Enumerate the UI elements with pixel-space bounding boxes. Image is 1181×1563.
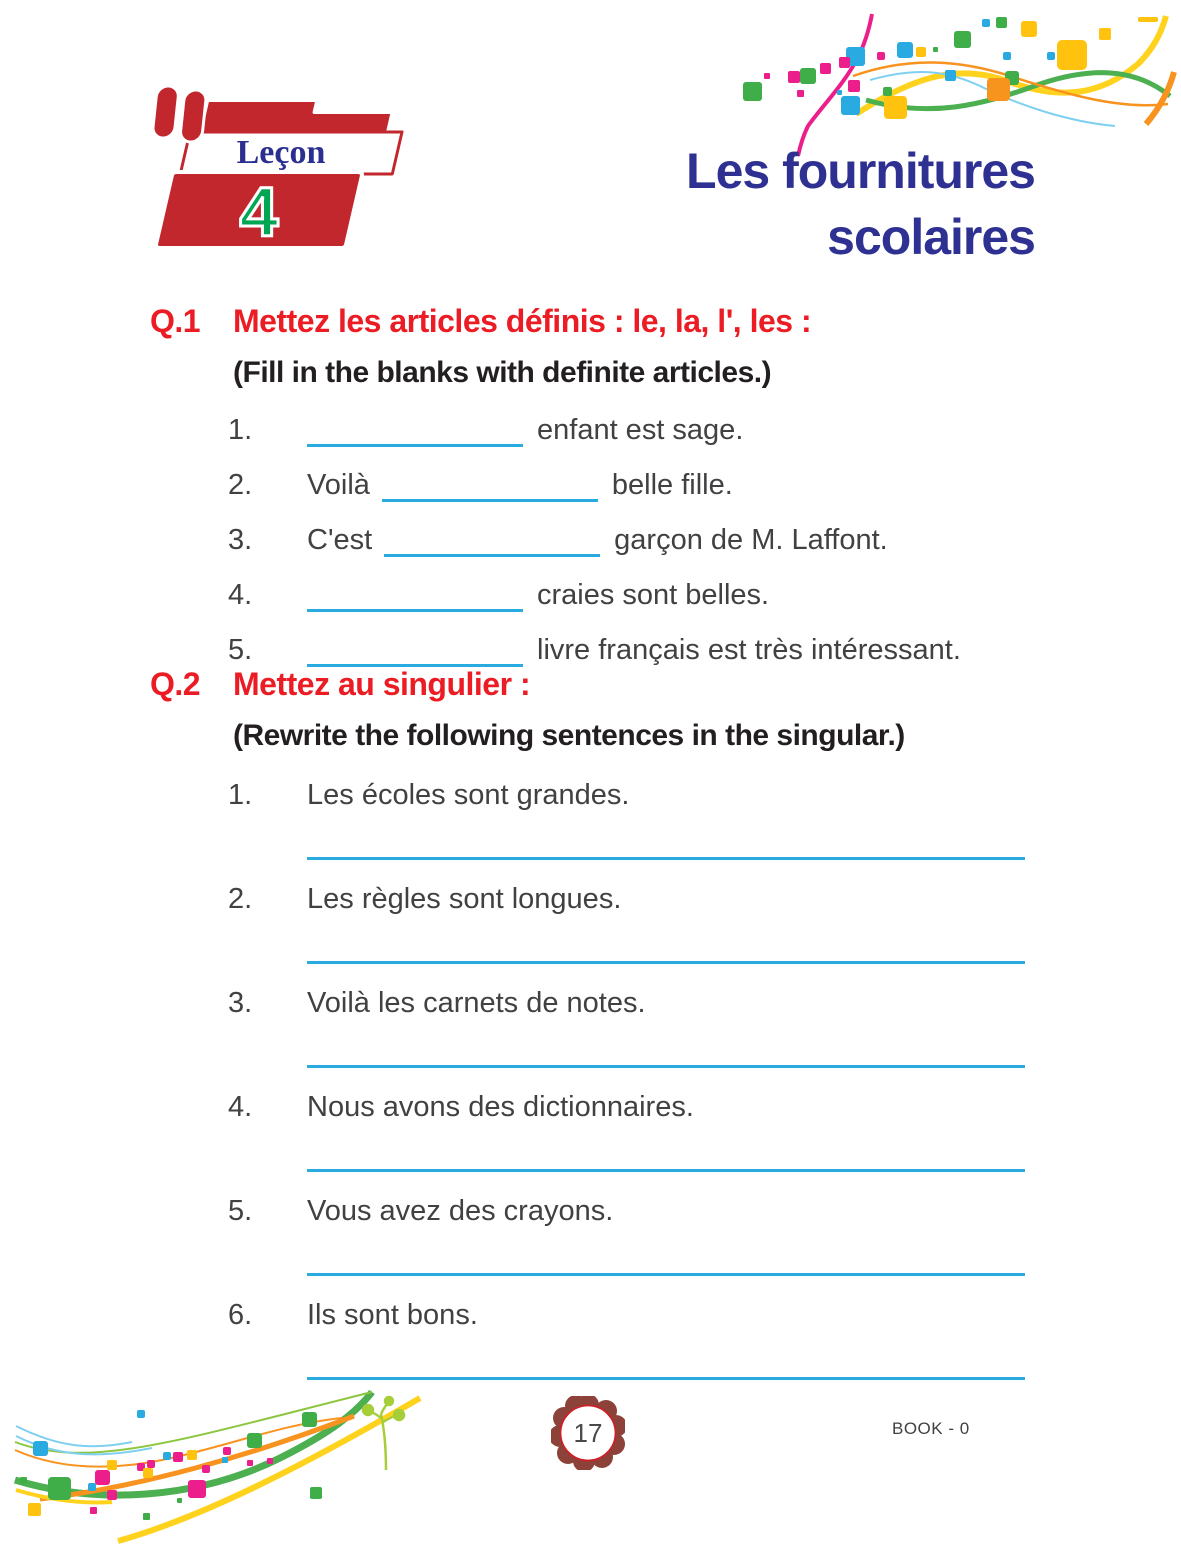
answer-line — [307, 1273, 1025, 1276]
item-text: Les écoles sont grandes. — [307, 779, 630, 811]
item-number: 1. — [228, 779, 253, 811]
item-text: Ils sont bons. — [307, 1299, 478, 1331]
answer-blank — [384, 524, 600, 557]
item-number: 1. — [228, 414, 253, 446]
q2-item-6 — [228, 1295, 1028, 1391]
book-label: BOOK - 0 — [892, 1419, 970, 1438]
q1-subheading: (Fill in the blanks with definite articles.) — [233, 356, 772, 389]
q2-subheading: (Rewrite the following sentences in the singular.) — [233, 719, 905, 752]
q1-heading: Mettez les articles définis : le, la, l', les : — [233, 303, 812, 339]
item-text: Vous avez des crayons. — [307, 1195, 614, 1227]
answer-line — [307, 961, 1025, 964]
lesson-badge — [128, 80, 428, 260]
page-title-line2: scolaires — [827, 209, 1035, 265]
answer-blank — [382, 469, 598, 502]
answer-line — [307, 857, 1025, 860]
item-text: C'est — [307, 524, 373, 556]
page-title — [686, 138, 1035, 270]
answer-blank — [307, 634, 523, 667]
answer-blank — [307, 579, 523, 612]
item-text: Voilà — [307, 469, 370, 501]
item-number: 3. — [228, 987, 253, 1019]
q2-heading: Mettez au singulier : — [233, 666, 531, 702]
item-number: 6. — [228, 1299, 253, 1331]
answer-blank — [307, 414, 523, 447]
item-text: Les règles sont longues. — [307, 883, 622, 915]
item-number: 4. — [228, 1091, 253, 1123]
item-number: 2. — [228, 883, 253, 915]
page-number: 17 — [573, 1418, 603, 1448]
q2-id: Q.2 — [150, 666, 201, 702]
q2-item-1 — [228, 775, 1028, 871]
item-number: 2. — [228, 469, 253, 501]
item-text: livre français est très intéressant. — [537, 634, 961, 666]
item-text: craies sont belles. — [537, 579, 770, 611]
page-number-badge — [551, 1396, 625, 1470]
q2-item-2 — [228, 879, 1028, 975]
lesson-label: Leçon — [236, 134, 326, 171]
answer-line — [307, 1169, 1025, 1172]
item-number: 5. — [228, 634, 253, 666]
q2-item-3 — [228, 983, 1028, 1079]
confetti-squares — [743, 17, 1158, 119]
item-text: enfant est sage. — [537, 414, 744, 446]
item-number: 5. — [228, 1195, 253, 1227]
answer-line — [307, 1065, 1025, 1068]
page-title-line1: Les fournitures — [686, 143, 1035, 199]
item-text: Nous avons des dictionnaires. — [307, 1091, 694, 1123]
q2-item-4 — [228, 1087, 1028, 1183]
confetti-bottom-graphic — [0, 1378, 470, 1563]
item-number: 3. — [228, 524, 253, 556]
item-number: 4. — [228, 579, 253, 611]
item-text: garçon de M. Laffont. — [614, 524, 888, 556]
q1-id: Q.1 — [150, 303, 201, 339]
lesson-number: 4 — [239, 173, 279, 251]
q2-item-5 — [228, 1191, 1028, 1287]
item-text: belle fille. — [611, 469, 733, 501]
item-text: Voilà les carnets de notes. — [307, 987, 646, 1019]
